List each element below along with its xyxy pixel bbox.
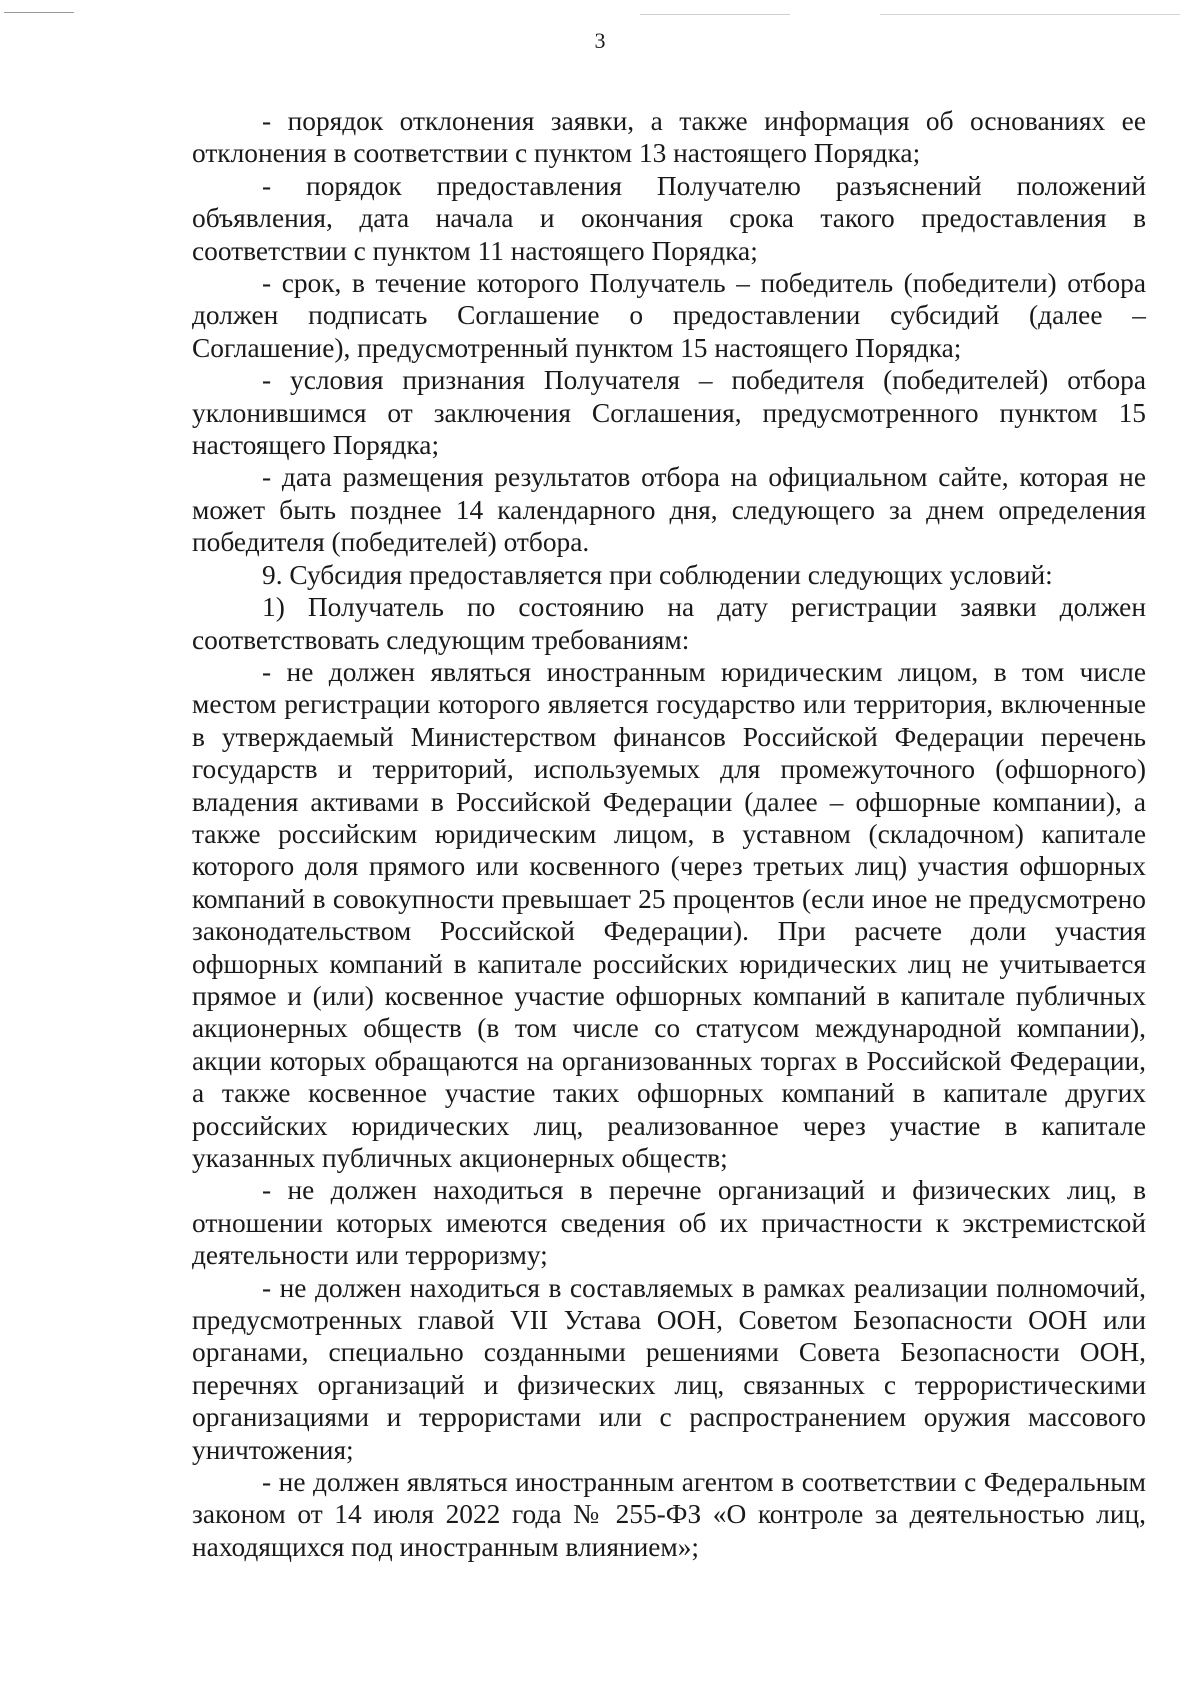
paragraph-subsidy-conditions: 9. Субсидия предоставляется при соблюдении следующих условий:: [262, 559, 1053, 590]
document-body: [192, 105, 1146, 1563]
paragraph-un-lists-requirement: - не должен находиться в составляемых в рамках реализации полномочий, предусмотренных главой VII Устава ООН, Советом Безопасности ООН или органами, специально созданными решениями Совета Безопасности ООН, перечнях организаций и физических лиц, связанных с террористическими организациями и террористами или с распространением оружия массового уничтожения;: [192, 1272, 1146, 1465]
scan-artifact: [4, 12, 74, 13]
page-number: 3: [594, 28, 606, 53]
paragraph-results-date: - дата размещения результатов отбора на официальном сайте, которая не может быть позднее 14 календарного дня, следующего за днем определения победителя (победителей) отбора.: [192, 462, 1146, 558]
paragraph-rejection-procedure: - порядок отклонения заявки, а также информация об основаниях ее отклонения в соответствии с пунктом 13 настоящего Порядка;: [192, 106, 1146, 169]
paragraph-clarification-procedure: - порядок предоставления Получателю разъяснений положений объявления, дата начала и окончания срока такого предоставления в соответствии с пунктом 11 настоящего Порядка;: [192, 170, 1146, 266]
paragraph-foreign-agent-requirement: - не должен являться иностранным агентом в соответствии с Федеральным законом от 14 июля 2022 года № 255-ФЗ «О контроле за деятельностью лиц, находящихся под иностранным влиянием»;: [192, 1467, 1146, 1562]
paragraph-recipient-requirements: 1) Получатель по состоянию на дату регистрации заявки должен соответствовать следующим требованиям:: [192, 592, 1146, 655]
paragraph-offshore-requirement: - не должен являться иностранным юридическим лицом, в том числе местом регистрации которого является государство или территория, включенные в утверждаемый Министерством финансов Российской Федерации перечень государств и территорий, используемых для промежуточного (офшорного) владения активами в Российской Федерации (далее – офшорные компании), а также российским юридическим лицом, в уставном (складочном) капитале которого доля прямого или косвенного (через третьих лиц) участия офшорных компаний в совокупности превышает 25 процентов (если иное не предусмотрено законодательством Российской Федерации). При расчете доли участия офшорных компаний в капитале российских юридических лиц не учитывается прямое и (или) косвенное участие офшорных компаний в капитале публичных акционерных обществ (в том числе со статусом международной компании), акции которых обращаются на организованных торгах в Российской Федерации, а также косвенное участие таких офшорных компаний в капитале других российских юридических лиц, реализованное через участие в капитале указанных публичных акционерных обществ;: [192, 656, 1146, 1173]
scan-artifact: [880, 14, 1180, 15]
paragraph-evasion-conditions: - условия признания Получателя – победителя (победителей) отбора уклонившимся от заключения Соглашения, предусмотренного пунктом 15 настоящего Порядка;: [192, 365, 1146, 461]
scan-artifact: [640, 14, 790, 15]
paragraph-extremism-requirement: - не должен находиться в перечне организаций и физических лиц, в отношении которых имеются сведения об их причастности к экстремистской деятельности или терроризму;: [192, 1175, 1146, 1271]
paragraph-agreement-deadline: - срок, в течение которого Получатель – победитель (победители) отбора должен подписать Соглашение о предоставлении субсидий (далее – Соглашение), предусмотренный пунктом 15 настоящего Порядка;: [192, 268, 1146, 363]
